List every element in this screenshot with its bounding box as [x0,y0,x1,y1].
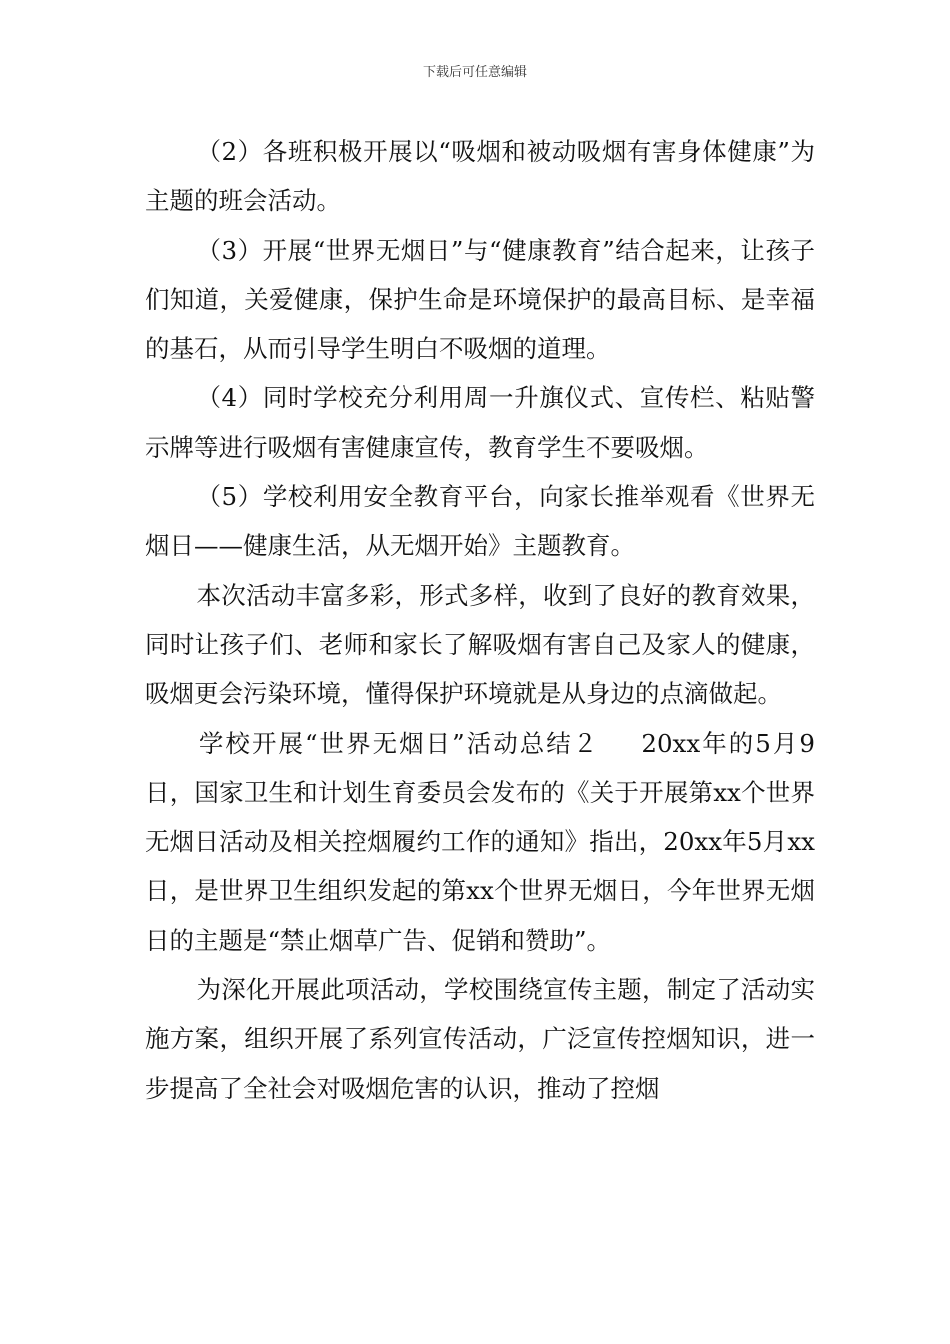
summary-paragraph [145,719,815,965]
closing-paragraph: 为深化开展此项活动，学校围绕宣传主题，制定了活动实施方案，组织开展了系列宣传活动，广泛宣传控烟知识，进一步提高了全社会对吸烟危害的认识，推动了控烟 [145,975,815,1103]
paragraph-item-4: （4）同时学校充分利用周一升旗仪式、宣传栏、粘贴警示牌等进行吸烟有害健康宣传，教育学生不要吸烟。 [145,383,815,462]
paragraph-item-2: （2）各班积极开展以“吸烟和被动吸烟有害身体健康”为主题的班会活动。 [145,137,815,216]
page-header: 下载后可任意编辑 [422,65,527,80]
summary-body: 20xx年的5月9日，国家卫生和计划生育委员会发布的《关于开展第xx个世界无烟日活动及相关控烟履约工作的通知》指出，20xx年5月xx日，是世界卫生组织发起的第xx个世界无烟日，今年世界无烟日的主题是“禁止烟草广告、促销和赞助”。 [145,728,815,955]
document-body [145,127,815,1113]
paragraph-item-3: （3）开展“世界无烟日”与“健康教育”结合起来，让孩子们知道，关爱健康，保护生命是环境保护的最高目标、是幸福的基石，从而引导学生明白不吸烟的道理。 [145,235,815,364]
paragraph-item-5: （5）学校利用安全教育平台，向家长推举观看《世界无烟日——健康生活，从无烟开始》主题教育。 [145,482,815,561]
summary-title: 学校开展“世界无烟日”活动总结２ [198,728,600,758]
paragraph-conclusion: 本次活动丰富多彩，形式多样，收到了良好的教育效果，同时让孩子们、老师和家长了解吸烟有害自己及家人的健康，吸烟更会污染环境，懂得保护环境就是从身边的点滴做起。 [145,580,815,709]
